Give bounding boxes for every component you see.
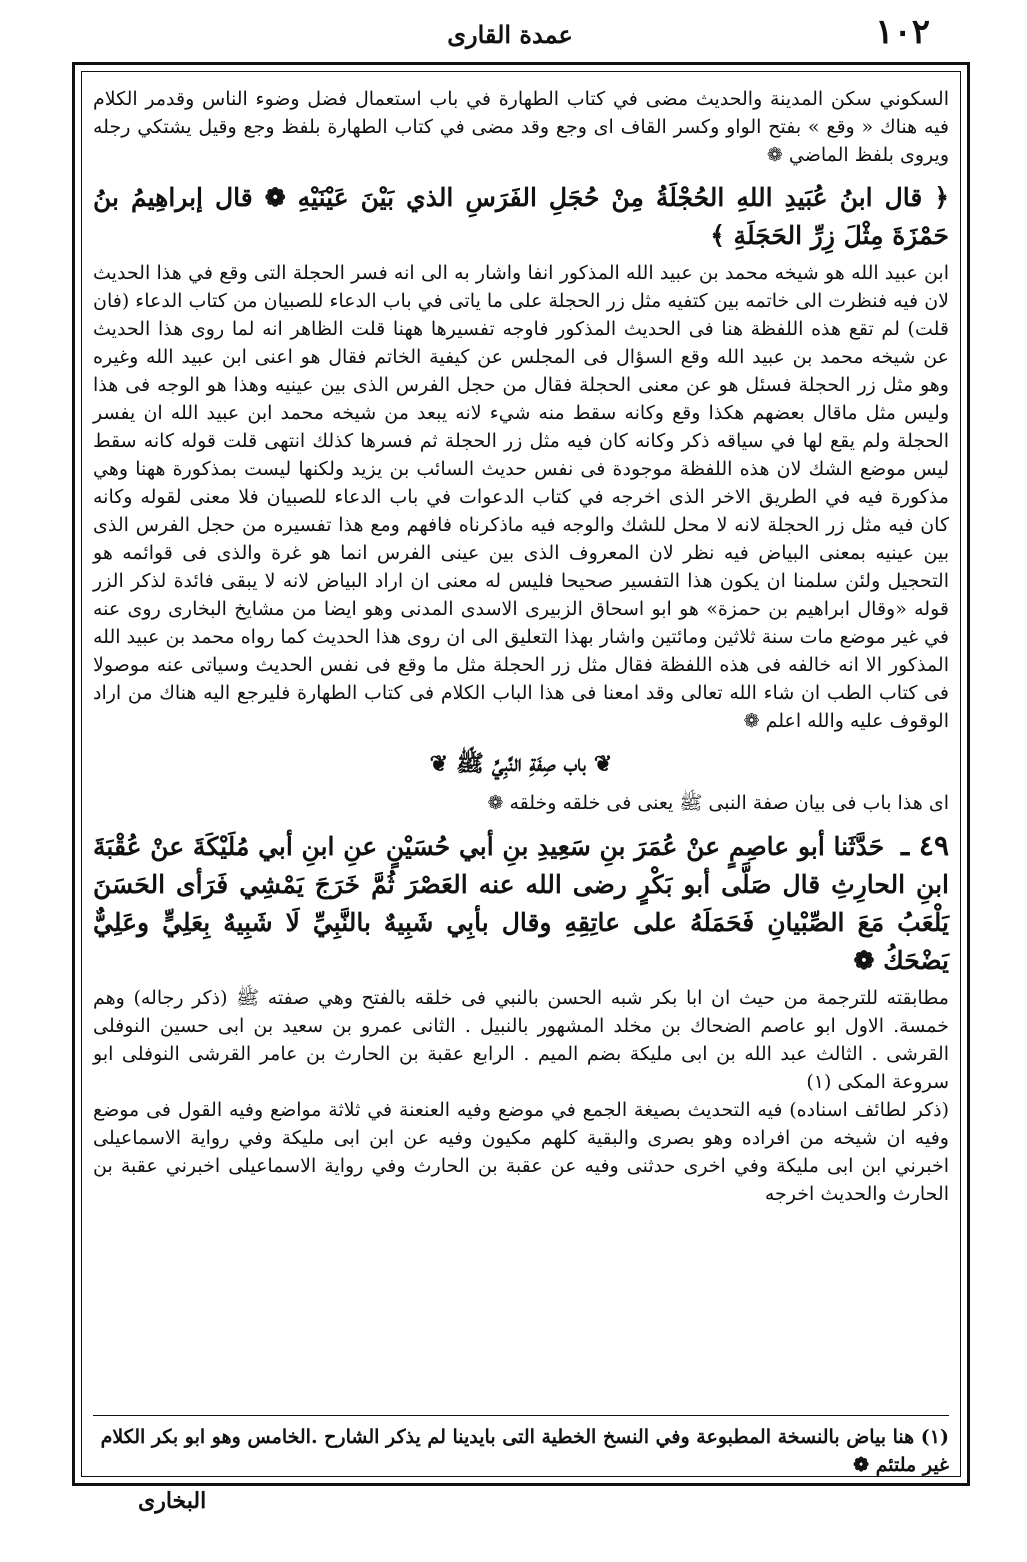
footnote-separator [93, 1415, 949, 1416]
chapter-heading [93, 749, 949, 783]
catchword: البخارى [138, 1488, 207, 1514]
hadith-body: حَدَّثَنا أبو عاصِمٍ عنْ عُمَرَ بنِ سَعِيدِ بنِ أبي حُسَيْنٍ عنِ ابنِ أبي مُلَيْكَةَ عنْ عُقْبَةَ ابنِ الحارِثِ قال صَلَّى أبو بَكْرٍ رضى الله عنه العَصْرَ ثُمَّ خَرَجَ يَمْشِي فَرَأى الحَسَنَ يَلْعَبُ مَعَ الصِّبْيانِ فَحَمَلَهُ على عاتِقِهِ وقال بأبِي شَبِيهٌ بالنَّبِيِّ لَا شَبِيهٌ بِعَلِيٍّ وعَلِيٌّ يَضْحَكُ ❁ [93, 832, 949, 975]
commentary-paragraph-3: مطابقته للترجمة من حيث ان ابا بكر شبه الحسن بالنبي فى خلقه بالفتح وهي صفته ﷺ (ذكر رجاله) وهم خمسة. الاول ابو عاصم الضحاك بن مخلد المشهور بالنبيل . الثانى عمرو بن سعيد بن ابى حسين النوفلى القرشى . الثالث عبد الله بن ابى مليكة بضم الميم . الرابع عقبة بن الحارث بن عامر القرشى النوفلى ابو سروعة المكى (١) [93, 987, 949, 1093]
hadith-number: ٤٩ ـ [900, 829, 949, 862]
page-header [60, 12, 960, 58]
chapter-explanation: اى هذا باب فى بيان صفة النبى ﷺ يعنى فى خلقه وخلقه ❁ [487, 792, 949, 814]
commentary-paragraph-1: السكوني سكن المدينة والحديث مضى في كتاب الطهارة في باب استعمال فضل وضوء الناس وقدمر الكلام فيه هناك « وقع » بفتح الواو وكسر القاف اى وجع وقد مضى في كتاب الطهارة بلفظ وجع وقيل يشتكي رجله ويروى بلفظ الماضي ❁ [93, 88, 949, 166]
book-title: عمدة القارى [447, 20, 573, 49]
page-number: ١٠٢ [875, 12, 930, 52]
matn-quote: ﴿ قال ابنُ عُبَيدِ اللهِ الحُجْلَةُ مِنْ حُجَلِ الفَرَسِ الذي بَيْنَ عَيْنَيْهِ ❁ قال إبراهِيمُ بنُ حَمْزَةَ مِثْلَ زِرِّ الحَجَلَةِ ﴾ [93, 183, 950, 250]
commentary-paragraph-2: ابن عبيد الله هو شيخه محمد بن عبيد الله المذكور انفا واشار به الى انه فسر الحجلة التى وقع في هذا الحديث لان فيه فنظرت الى خاتمه بين كتفيه مثل زر الحجلة على ما ياتى في باب الدعاء للصبيان من كتاب الدعاء (فان قلت) لم تقع هذه اللفظة هنا فى الحديث المذكور فاوجه تفسيرها ههنا قلت الظاهر انه لما روى هذا الحديث عن شيخه محمد بن عبيد الله وقع السؤال فى المجلس عن كيفية الخاتم فقال هو اعنى ابن عبيد الله وغيره وهو مثل زر الحجلة فسئل هو عن معنى الحجلة فقال من حجل الفرس الذى بين عينيه وهذا هو الوجه فى هذا وليس مثل ماقال بعضهم هكذا وقع وكانه سقط منه شيء لانه يبعد من شيخه محمد ابن عبيد الله ان يفسر الحجلة ولم يقع لها في سياقه ذكر وكانه كان فيه مثل زر الحجلة ثم فسرها كذلك انتهى قلت قوله كانه سقط ليس موضع الشك لان هذه اللفظة موجودة فى نفس حديث السائب بن يزيد ولكنها ليست بمذكورة ههنا وهي مذكورة فيه في الطريق الاخر الذى اخرجه في كتاب الدعوات في باب الدعاء للصبيان فلا معنى لقوله وكانه كان فيه مثل زر الحجلة لانه لا محل للشك والوجه فيه ماذكرناه فافهم ومع هذا تفسيره من حجل الفرس الذى بين عينيه بمعنى البياض فيه نظر لان المعروف الذى بين عينى الفرس انما هو غرة والذى فى قوائمه هو التحجيل ولئن سلمنا ان يكون هذا التفسير صحيحا فليس له معنى ان اراد البياض لانه لا يبقى فائدة لذكر الزر قوله «وقال ابراهيم بن حمزة» هو ابو اسحاق الزبيرى الاسدى المدنى وهو ايضا من مشايخ البخارى روى عنه في غير موضع مات سنة ثلاثين ومائتين واشار بهذا التعليق الى ان روى هذا الحديث كما رواه محمد بن عبيد الله المذكور الا انه خالفه فى هذه اللفظة فقال مثل زر الحجلة مثل ما وقع فى نفس الحديث وسياتى عنه موصولا فى كتاب الطب ان شاء الله تعالى وقد امعنا فى هذا الباب الكلام فى كتاب الطهارة فليرجع اليه هناك من اراد الوقوف عليه والله اعلم ❁ [93, 262, 949, 732]
commentary-paragraph-4: (ذكر لطائف اسناده) فيه التحديث بصيغة الجمع في موضع وفيه العنعنة في ثلاثة مواضع وفيه القول فى موضع وفيه ان شيخه من افراده وهو بصرى والبقية كلهم مكيون وفيه عن ابن ابى مليكة وفي رواية الاسماعيلى اخبرني ابن ابى مليكة وفي اخرى حدثنى وفيه عن عقبة بن الحارث وفي رواية الاسماعيلى اخبرني عقبة بن الحارث والحديث اخرجه [93, 1099, 949, 1205]
page-content [93, 85, 949, 1208]
text-frame [72, 62, 970, 1486]
hadith-text [93, 827, 949, 980]
ornament-left-icon: ❦ [429, 751, 449, 777]
ornament-right-icon: ❦ [593, 751, 613, 777]
chapter-title: باب صِفَةِ النَّبِيِّ ﷺ [456, 750, 586, 777]
footnote: (١) هنا بياض بالنسخة المطبوعة وفي النسخ الخطية التى بايدينا لم يذكر الشارح .الخامس وهو ابو بكر الكلام غير ملتئم ❁ [100, 1426, 949, 1476]
